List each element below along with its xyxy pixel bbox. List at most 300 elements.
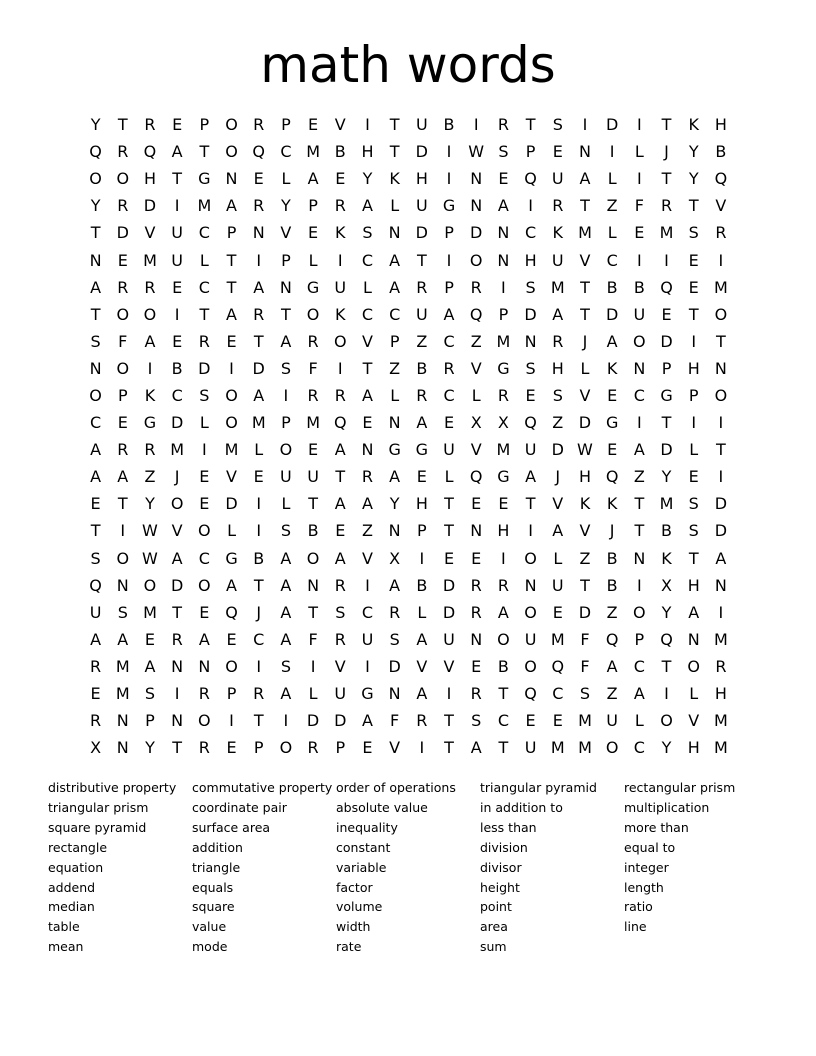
grid-cell[interactable]: N — [470, 629, 483, 649]
grid-cell[interactable]: E — [688, 250, 699, 270]
grid-cell[interactable]: M — [578, 711, 592, 731]
grid-cell[interactable]: D — [334, 711, 347, 731]
grid-cell[interactable]: S — [117, 602, 128, 622]
grid-cell[interactable]: I — [446, 250, 452, 270]
grid-cell[interactable]: V — [171, 521, 183, 541]
grid-cell[interactable]: R — [144, 440, 156, 460]
grid-cell[interactable]: T — [688, 304, 699, 324]
grid-cell[interactable]: A — [552, 521, 564, 541]
grid-cell[interactable]: E — [117, 413, 128, 433]
grid-cell[interactable]: O — [225, 142, 238, 162]
grid-cell[interactable]: A — [280, 575, 292, 595]
grid-cell[interactable]: O — [116, 358, 130, 378]
grid-cell[interactable]: D — [605, 304, 619, 324]
grid-cell[interactable]: V — [579, 385, 591, 405]
grid-cell[interactable]: I — [636, 169, 642, 189]
grid-cell[interactable]: A — [144, 656, 156, 676]
grid-cell[interactable]: A — [253, 277, 265, 297]
grid-cell[interactable]: T — [226, 277, 237, 297]
grid-cell[interactable]: V — [334, 115, 346, 135]
grid-cell[interactable]: Z — [579, 548, 591, 568]
grid-cell[interactable]: L — [553, 548, 563, 568]
grid-cell[interactable]: Y — [688, 142, 699, 162]
grid-cell[interactable]: I — [691, 413, 697, 433]
grid-cell[interactable]: P — [634, 629, 645, 649]
grid-cell[interactable]: T — [498, 738, 509, 758]
grid-cell[interactable]: C — [198, 548, 210, 568]
grid-cell[interactable]: Q — [660, 629, 673, 649]
grid-cell[interactable]: E — [308, 223, 319, 243]
grid-cell[interactable]: E — [335, 521, 346, 541]
grid-cell[interactable]: K — [606, 494, 618, 514]
grid-cell[interactable]: T — [498, 684, 509, 704]
grid-cell[interactable]: T — [172, 169, 183, 189]
grid-cell[interactable]: Q — [605, 629, 619, 649]
grid-cell[interactable]: I — [636, 413, 642, 433]
grid-cell[interactable]: A — [416, 684, 428, 704]
grid-cell[interactable]: V — [334, 656, 346, 676]
grid-cell[interactable]: T — [444, 738, 454, 758]
grid-cell[interactable]: T — [716, 331, 726, 351]
grid-cell[interactable]: Y — [661, 738, 672, 758]
grid-cell[interactable]: P — [308, 196, 318, 216]
grid-cell[interactable]: M — [714, 277, 728, 297]
grid-cell[interactable]: A — [361, 196, 373, 216]
grid-cell[interactable]: O — [279, 440, 293, 460]
grid-cell[interactable]: G — [605, 413, 619, 433]
grid-cell[interactable]: T — [117, 115, 128, 135]
grid-cell[interactable]: R — [198, 331, 210, 351]
grid-cell[interactable]: Y — [688, 169, 699, 189]
grid-cell[interactable]: L — [607, 223, 617, 243]
grid-cell[interactable]: L — [308, 250, 318, 270]
grid-cell[interactable]: O — [497, 629, 510, 649]
grid-cell[interactable]: M — [714, 738, 728, 758]
grid-cell[interactable]: H — [551, 358, 564, 378]
grid-cell[interactable]: T — [335, 467, 346, 487]
grid-cell[interactable]: U — [551, 575, 564, 595]
grid-cell[interactable]: O — [306, 304, 320, 324]
grid-cell[interactable]: I — [337, 358, 343, 378]
grid-cell[interactable]: I — [501, 548, 506, 568]
grid-cell[interactable]: L — [580, 358, 590, 378]
grid-cell[interactable]: R — [334, 575, 346, 595]
grid-cell[interactable]: Y — [90, 196, 101, 216]
grid-cell[interactable]: I — [283, 711, 289, 731]
grid-cell[interactable]: I — [310, 656, 316, 676]
grid-cell[interactable]: P — [199, 115, 210, 135]
grid-cell[interactable]: D — [605, 115, 619, 135]
grid-cell[interactable]: B — [606, 575, 618, 595]
grid-cell[interactable]: L — [281, 494, 291, 514]
grid-cell[interactable]: O — [198, 575, 211, 595]
grid-cell[interactable]: D — [306, 711, 320, 731]
grid-cell[interactable]: T — [253, 331, 264, 351]
grid-cell[interactable]: A — [198, 629, 210, 649]
grid-cell[interactable]: U — [415, 304, 428, 324]
grid-cell[interactable]: I — [256, 656, 262, 676]
grid-cell[interactable]: A — [389, 250, 401, 270]
grid-cell[interactable]: P — [444, 277, 454, 297]
grid-cell[interactable]: A — [497, 196, 509, 216]
grid-cell[interactable]: Y — [145, 494, 155, 514]
grid-cell[interactable]: R — [660, 196, 673, 216]
grid-cell[interactable]: I — [201, 440, 207, 460]
grid-cell[interactable]: K — [389, 169, 400, 189]
grid-cell[interactable]: C — [389, 304, 401, 324]
grid-cell[interactable]: H — [714, 684, 727, 704]
grid-cell[interactable]: A — [715, 548, 727, 568]
grid-cell[interactable]: S — [525, 358, 536, 378]
grid-cell[interactable]: E — [308, 115, 319, 135]
grid-cell[interactable]: M — [224, 440, 239, 460]
grid-cell[interactable]: N — [198, 656, 211, 676]
grid-cell[interactable]: E — [552, 602, 563, 622]
grid-cell[interactable]: E — [172, 277, 183, 297]
grid-cell[interactable]: R — [90, 711, 102, 731]
grid-cell[interactable]: Z — [144, 467, 156, 487]
grid-cell[interactable]: R — [253, 684, 265, 704]
grid-cell[interactable]: L — [634, 142, 644, 162]
grid-cell[interactable]: M — [550, 629, 565, 649]
grid-cell[interactable]: K — [335, 304, 346, 324]
grid-cell[interactable]: N — [470, 169, 483, 189]
grid-cell[interactable]: T — [716, 440, 726, 460]
grid-cell[interactable]: E — [199, 467, 210, 487]
grid-cell[interactable]: A — [361, 711, 373, 731]
grid-cell[interactable]: M — [714, 629, 728, 649]
grid-cell[interactable]: H — [687, 575, 700, 595]
grid-cell[interactable]: I — [120, 521, 126, 541]
grid-cell[interactable]: R — [497, 115, 509, 135]
grid-cell[interactable]: S — [144, 684, 156, 704]
grid-cell[interactable]: D — [578, 602, 592, 622]
grid-cell[interactable]: T — [172, 738, 183, 758]
grid-cell[interactable]: A — [117, 467, 129, 487]
grid-cell[interactable]: Y — [661, 602, 672, 622]
grid-cell[interactable]: A — [253, 385, 265, 405]
grid-cell[interactable]: C — [90, 413, 102, 433]
grid-cell[interactable]: D — [170, 413, 184, 433]
grid-cell[interactable]: C — [497, 711, 509, 731]
grid-cell[interactable]: R — [552, 196, 564, 216]
grid-cell[interactable]: R — [416, 277, 428, 297]
grid-cell[interactable]: N — [497, 223, 510, 243]
grid-cell[interactable]: A — [389, 277, 401, 297]
grid-cell[interactable]: Z — [389, 358, 401, 378]
grid-cell[interactable]: Q — [714, 169, 728, 189]
grid-cell[interactable]: A — [633, 684, 645, 704]
grid-cell[interactable]: B — [715, 142, 727, 162]
grid-cell[interactable]: K — [661, 548, 672, 568]
grid-cell[interactable]: P — [145, 711, 155, 731]
grid-cell[interactable]: P — [688, 385, 699, 405]
grid-cell[interactable]: V — [280, 223, 292, 243]
grid-cell[interactable]: R — [117, 277, 129, 297]
grid-cell[interactable]: O — [225, 115, 238, 135]
grid-cell[interactable]: T — [90, 223, 101, 243]
grid-cell[interactable]: A — [90, 277, 102, 297]
grid-cell[interactable]: M — [143, 250, 157, 270]
grid-cell[interactable]: T — [688, 548, 699, 568]
grid-cell[interactable]: R — [552, 331, 564, 351]
grid-cell[interactable]: I — [636, 575, 642, 595]
grid-cell[interactable]: I — [229, 711, 234, 731]
grid-cell[interactable]: R — [361, 467, 374, 487]
grid-cell[interactable]: M — [578, 223, 592, 243]
grid-cell[interactable]: E — [443, 413, 455, 433]
grid-cell[interactable]: T — [525, 494, 536, 514]
grid-cell[interactable]: Q — [89, 575, 102, 595]
grid-cell[interactable]: H — [143, 169, 156, 189]
grid-cell[interactable]: L — [390, 385, 400, 405]
grid-cell[interactable]: H — [687, 358, 700, 378]
grid-cell[interactable]: C — [443, 331, 455, 351]
grid-cell[interactable]: O — [170, 494, 184, 514]
grid-cell[interactable]: A — [552, 304, 564, 324]
grid-cell[interactable]: S — [280, 521, 291, 541]
grid-cell[interactable]: I — [501, 277, 506, 297]
grid-cell[interactable]: P — [253, 738, 264, 758]
grid-cell[interactable]: E — [498, 494, 509, 514]
grid-cell[interactable]: I — [691, 331, 697, 351]
grid-cell[interactable]: Q — [524, 684, 537, 704]
grid-cell[interactable]: E — [443, 548, 455, 568]
grid-cell[interactable]: W — [468, 142, 485, 162]
grid-cell[interactable]: S — [688, 494, 699, 514]
grid-cell[interactable]: C — [171, 385, 183, 405]
grid-cell[interactable]: Q — [551, 656, 565, 676]
grid-cell[interactable]: U — [307, 467, 319, 487]
grid-cell[interactable]: N — [279, 277, 292, 297]
grid-cell[interactable]: E — [688, 467, 699, 487]
grid-cell[interactable]: I — [174, 684, 180, 704]
grid-cell[interactable]: S — [579, 684, 591, 704]
grid-cell[interactable]: I — [365, 115, 370, 135]
grid-cell[interactable]: U — [443, 440, 455, 460]
grid-cell[interactable]: D — [660, 331, 673, 351]
grid-cell[interactable]: J — [555, 467, 561, 487]
grid-cell[interactable]: A — [497, 602, 509, 622]
grid-cell[interactable]: R — [416, 711, 428, 731]
grid-cell[interactable]: O — [225, 413, 238, 433]
grid-cell[interactable]: U — [524, 440, 537, 460]
grid-cell[interactable]: E — [172, 331, 183, 351]
grid-cell[interactable]: A — [280, 684, 292, 704]
grid-cell[interactable]: N — [171, 656, 184, 676]
grid-cell[interactable]: K — [144, 385, 156, 405]
grid-cell[interactable]: A — [280, 629, 292, 649]
grid-cell[interactable]: I — [419, 738, 425, 758]
grid-cell[interactable]: C — [633, 385, 645, 405]
grid-cell[interactable]: O — [633, 331, 646, 351]
grid-cell[interactable]: L — [390, 196, 400, 216]
grid-cell[interactable]: T — [444, 521, 454, 541]
grid-cell[interactable]: S — [688, 521, 699, 541]
grid-cell[interactable]: V — [226, 467, 237, 487]
grid-cell[interactable]: A — [579, 169, 591, 189]
grid-cell[interactable]: X — [661, 575, 673, 595]
grid-cell[interactable]: D — [442, 602, 456, 622]
grid-cell[interactable]: N — [361, 440, 374, 460]
grid-cell[interactable]: Q — [89, 142, 102, 162]
grid-cell[interactable]: V — [579, 521, 591, 541]
grid-cell[interactable]: H — [361, 142, 374, 162]
grid-cell[interactable]: U — [171, 223, 184, 243]
grid-cell[interactable]: R — [144, 115, 156, 135]
grid-cell[interactable]: N — [89, 250, 102, 270]
grid-cell[interactable]: R — [253, 115, 265, 135]
grid-cell[interactable]: A — [307, 169, 319, 189]
grid-cell[interactable]: E — [226, 629, 237, 649]
grid-cell[interactable]: I — [718, 467, 724, 487]
grid-cell[interactable]: Q — [333, 413, 347, 433]
grid-cell[interactable]: R — [470, 684, 482, 704]
grid-cell[interactable]: D — [225, 494, 238, 514]
grid-cell[interactable]: X — [90, 738, 102, 758]
grid-cell[interactable]: R — [307, 385, 319, 405]
grid-cell[interactable]: I — [256, 521, 262, 541]
grid-cell[interactable]: V — [715, 196, 727, 216]
grid-cell[interactable]: O — [116, 548, 130, 568]
grid-cell[interactable]: N — [470, 196, 483, 216]
grid-cell[interactable]: D — [714, 494, 728, 514]
grid-cell[interactable]: I — [147, 358, 153, 378]
grid-cell[interactable]: G — [361, 684, 374, 704]
grid-cell[interactable]: L — [634, 711, 644, 731]
grid-cell[interactable]: A — [633, 440, 645, 460]
grid-cell[interactable]: A — [280, 331, 292, 351]
grid-cell[interactable]: C — [361, 602, 374, 622]
grid-cell[interactable]: A — [334, 548, 346, 568]
grid-cell[interactable]: Y — [362, 169, 373, 189]
grid-cell[interactable]: X — [389, 548, 401, 568]
grid-cell[interactable]: U — [334, 277, 347, 297]
grid-cell[interactable]: M — [659, 223, 674, 243]
grid-cell[interactable]: A — [280, 548, 292, 568]
grid-cell[interactable]: F — [390, 711, 400, 731]
grid-cell[interactable]: I — [718, 413, 724, 433]
grid-cell[interactable]: T — [444, 711, 454, 731]
grid-cell[interactable]: N — [470, 521, 483, 541]
grid-cell[interactable]: E — [117, 250, 128, 270]
grid-cell[interactable]: P — [281, 413, 291, 433]
grid-cell[interactable]: Q — [524, 413, 537, 433]
grid-cell[interactable]: N — [116, 575, 129, 595]
grid-cell[interactable]: A — [226, 196, 237, 216]
grid-cell[interactable]: P — [444, 223, 454, 243]
grid-cell[interactable]: A — [525, 467, 537, 487]
grid-cell[interactable]: G — [497, 358, 510, 378]
grid-cell[interactable]: C — [633, 656, 645, 676]
grid-cell[interactable]: E — [525, 711, 536, 731]
grid-cell[interactable]: O — [714, 385, 728, 405]
grid-cell[interactable]: A — [171, 548, 183, 568]
grid-cell[interactable]: T — [661, 656, 672, 676]
grid-cell[interactable]: N — [578, 142, 591, 162]
grid-cell[interactable]: S — [90, 548, 101, 568]
grid-cell[interactable]: A — [90, 440, 102, 460]
grid-cell[interactable]: M — [115, 684, 130, 704]
grid-cell[interactable]: U — [551, 169, 564, 189]
grid-cell[interactable]: A — [443, 304, 455, 324]
grid-cell[interactable]: I — [718, 250, 724, 270]
grid-cell[interactable]: N — [388, 413, 401, 433]
grid-cell[interactable]: D — [170, 575, 184, 595]
grid-cell[interactable]: I — [636, 250, 642, 270]
grid-cell[interactable]: I — [365, 656, 370, 676]
grid-cell[interactable]: O — [524, 602, 537, 622]
grid-cell[interactable]: T — [199, 142, 210, 162]
grid-cell[interactable]: M — [143, 602, 157, 622]
grid-cell[interactable]: T — [580, 575, 590, 595]
grid-cell[interactable]: K — [552, 223, 564, 243]
grid-cell[interactable]: Z — [361, 521, 373, 541]
grid-cell[interactable]: C — [361, 304, 374, 324]
grid-cell[interactable]: U — [443, 629, 455, 649]
grid-cell[interactable]: O — [279, 738, 293, 758]
grid-cell[interactable]: O — [89, 385, 102, 405]
grid-cell[interactable]: A — [334, 440, 346, 460]
grid-cell[interactable]: V — [552, 494, 564, 514]
grid-cell[interactable]: I — [229, 358, 234, 378]
grid-cell[interactable]: I — [446, 169, 452, 189]
grid-cell[interactable]: M — [251, 413, 266, 433]
grid-cell[interactable]: Y — [389, 494, 400, 514]
grid-cell[interactable]: D — [415, 142, 428, 162]
grid-cell[interactable]: E — [362, 738, 373, 758]
grid-cell[interactable]: C — [280, 142, 292, 162]
grid-cell[interactable]: P — [281, 115, 291, 135]
grid-cell[interactable]: R — [334, 385, 346, 405]
grid-cell[interactable]: F — [308, 629, 318, 649]
grid-cell[interactable]: M — [550, 277, 565, 297]
grid-cell[interactable]: T — [389, 115, 400, 135]
grid-cell[interactable]: B — [497, 656, 509, 676]
grid-cell[interactable]: N — [225, 169, 238, 189]
grid-cell[interactable]: C — [552, 684, 564, 704]
grid-cell[interactable]: U — [361, 629, 374, 649]
grid-cell[interactable]: B — [416, 575, 428, 595]
grid-cell[interactable]: D — [116, 223, 129, 243]
grid-cell[interactable]: W — [142, 548, 158, 568]
grid-cell[interactable]: O — [198, 521, 211, 541]
grid-cell[interactable]: B — [606, 277, 618, 297]
grid-cell[interactable]: T — [444, 494, 454, 514]
grid-cell[interactable]: T — [661, 413, 672, 433]
grid-cell[interactable]: S — [688, 223, 699, 243]
grid-cell[interactable]: T — [580, 277, 590, 297]
grid-cell[interactable]: R — [497, 385, 509, 405]
grid-cell[interactable]: Q — [605, 467, 619, 487]
grid-cell[interactable]: E — [552, 711, 563, 731]
grid-cell[interactable]: S — [552, 115, 563, 135]
grid-cell[interactable]: R — [171, 629, 183, 649]
grid-cell[interactable]: E — [199, 494, 210, 514]
grid-cell[interactable]: T — [580, 196, 590, 216]
grid-cell[interactable]: E — [498, 169, 509, 189]
grid-cell[interactable]: P — [661, 358, 672, 378]
grid-cell[interactable]: I — [636, 115, 642, 135]
grid-cell[interactable]: B — [633, 277, 645, 297]
grid-cell[interactable]: M — [115, 656, 130, 676]
grid-cell[interactable]: F — [580, 656, 590, 676]
grid-cell[interactable]: M — [659, 494, 674, 514]
grid-cell[interactable]: F — [580, 629, 590, 649]
grid-cell[interactable]: O — [143, 575, 157, 595]
grid-cell[interactable]: R — [443, 358, 455, 378]
grid-cell[interactable]: M — [550, 738, 565, 758]
